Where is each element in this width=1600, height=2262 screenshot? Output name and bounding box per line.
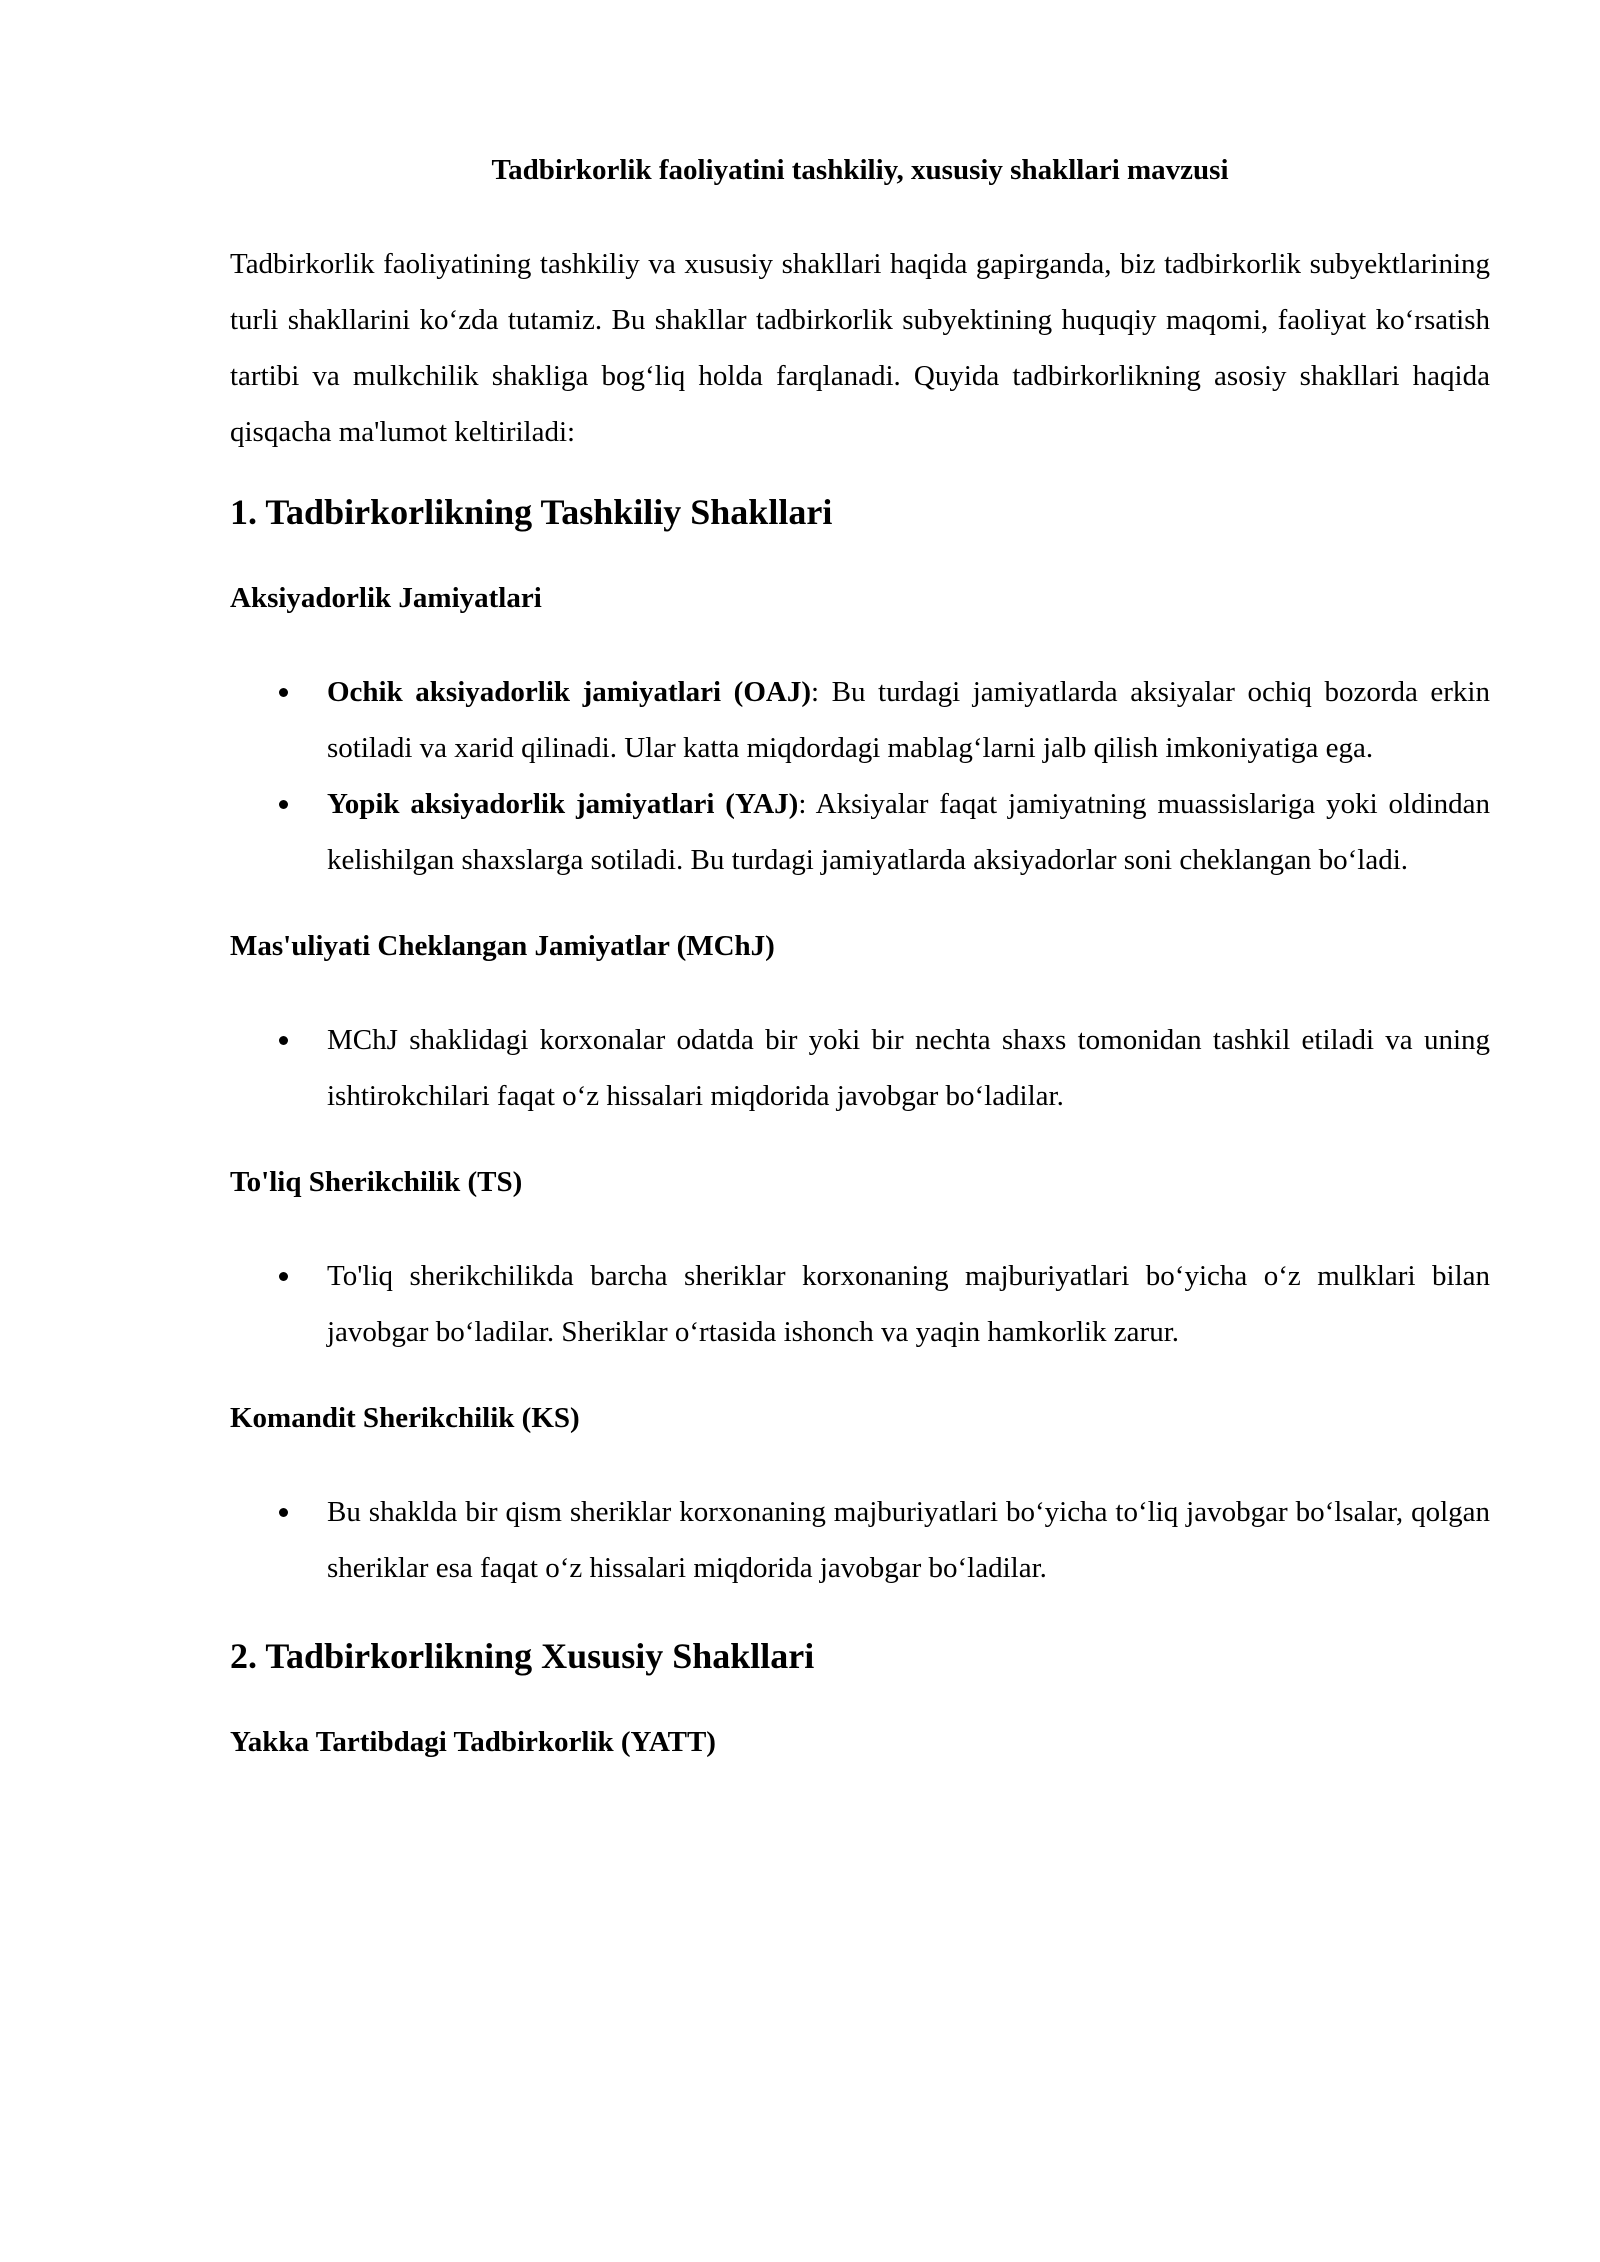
section-1-heading: 1. Tadbirkorlikning Tashkiliy Shakllari [230, 492, 833, 532]
list-item [230, 1012, 1490, 1124]
ks-list [230, 1484, 1490, 1596]
bullet-icon [279, 688, 288, 697]
bullet-icon [279, 1508, 288, 1517]
aksiyadorlik-heading: Aksiyadorlik Jamiyatlari [230, 582, 542, 614]
aksiyadorlik-list [230, 664, 1490, 888]
ts-list [230, 1248, 1490, 1360]
list-item-term: Yopik aksiyadorlik jamiyatlari (YAJ) [327, 788, 799, 820]
ts-heading: To'liq Sherikchilik (TS) [230, 1166, 523, 1198]
intro-paragraph: Tadbirkorlik faoliyatining tashkiliy va xususiy shakllari haqida gapirganda, biz tadbirkorlik subyektlarining turli shakllarini ko‘zda tutamiz. Bu shakllar tadbirkorlik subyektining huquqiy maqomi, faoliyat ko‘rsatish tartibi va mulkchilik shakliga bog‘liq holda farqlanadi. Quyida tadbirkorlikning asosiy shakllari haqida qisqacha ma'lumot keltiriladi: [230, 248, 1490, 448]
list-item-text: Bu shaklda bir qism sheriklar korxonaning majburiyatlari bo‘yicha to‘liq javobgar bo‘lsalar, qolgan sheriklar esa faqat o‘z hissalari miqdorida javobgar bo‘ladilar. [327, 1496, 1490, 1584]
document-title: Tadbirkorlik faoliyatini tashkiliy, xususiy shakllari mavzusi [491, 154, 1229, 186]
list-item [230, 776, 1490, 888]
list-item-text: To'liq sherikchilikda barcha sheriklar korxonaning majburiyatlari bo‘yicha o‘z mulklari bilan javobgar bo‘ladilar. Sheriklar o‘rtasida ishonch va yaqin hamkorlik zarur. [327, 1260, 1490, 1348]
list-item-text: MChJ shaklidagi korxonalar odatda bir yoki bir nechta shaxs tomonidan tashkil etiladi va uning ishtirokchilari faqat o‘z hissalari miqdorida javobgar bo‘ladilar. [327, 1024, 1490, 1112]
list-item [230, 1248, 1490, 1360]
document-page [230, 150, 1490, 1808]
list-item [230, 664, 1490, 776]
list-item-text: : Bu turdagi jamiyatlarda aksiyalar ochiq bozorda erkin sotiladi va xarid qilinadi. Ular katta miqdordagi mablag‘larni jalb qilish imkoniyatiga ega. [327, 676, 1490, 764]
list-item-term: Ochik aksiyadorlik jamiyatlari (OAJ) [327, 676, 811, 708]
bullet-icon [279, 1036, 288, 1045]
mchj-list [230, 1012, 1490, 1124]
ks-heading: Komandit Sherikchilik (KS) [230, 1402, 580, 1434]
list-item [230, 1484, 1490, 1596]
section-2-heading: 2. Tadbirkorlikning Xususiy Shakllari [230, 1636, 815, 1676]
bullet-icon [279, 800, 288, 809]
bullet-icon [279, 1272, 288, 1281]
yatt-heading: Yakka Tartibdagi Tadbirkorlik (YATT) [230, 1726, 716, 1758]
mchj-heading: Mas'uliyati Cheklangan Jamiyatlar (MChJ) [230, 930, 775, 962]
list-item-text: : Aksiyalar faqat jamiyatning muassislariga yoki oldindan kelishilgan shaxslarga sotiladi. Bu turdagi jamiyatlarda aksiyadorlar soni cheklangan bo‘ladi. [327, 788, 1490, 876]
